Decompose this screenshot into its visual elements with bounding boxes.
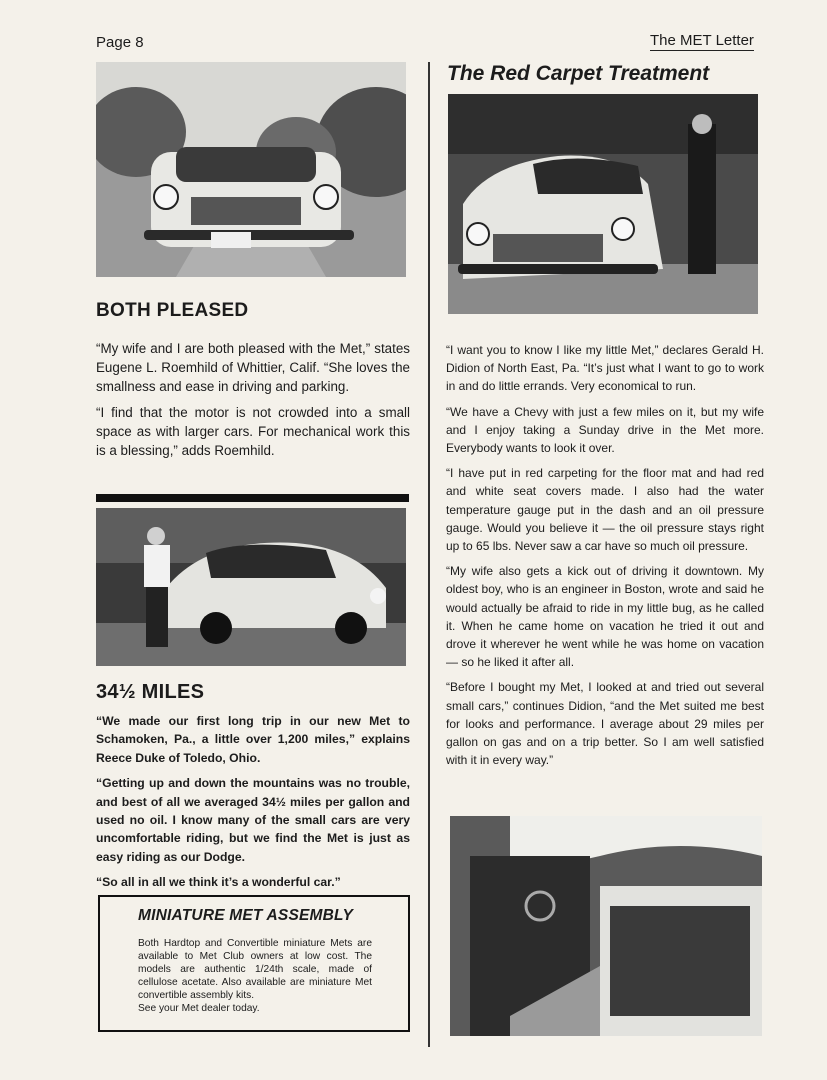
box-text: Both Hardtop and Convertible miniature Mets are available to Met Club owners at low cost. The models are authentic 1/24th scale, made of cellulose acetate. Also available are miniature Met convertible assembly kits. [138,938,372,1001]
photo-met-front-road [96,62,406,277]
paragraph: “My wife also gets a kick out of driving it downtown. My oldest boy, who is an engineer in Boston, wrote and said he would actually be afraid to ride in my little bug, as he called it. When he came home on vacation he tried it out and drove it wherever he went while he was home on vacation — so he liked it after all. [446,564,764,670]
paragraph: “Before I bought my Met, I looked at and tried out several small cars,” continues Didion, “and the Met suited me best for looks and performance. I average about 29 miles per gallon on gas and on a trip better. So I am well satisfied with it in every way.” [446,680,764,768]
page-number: Page 8 [96,34,144,51]
story-34-miles-body [96,712,410,899]
story-both-pleased-title: BOTH PLEASED [96,300,249,321]
photo-man-with-met [96,508,406,666]
photo-met-interior-door [450,816,762,1036]
story-red-carpet-body [446,341,764,776]
paragraph: “I want you to know I like my little Met,” declares Gerald H. Didion of North East, Pa. “It’s just what I want to go to work in and do little errands. Very economical to run. [446,343,764,394]
paragraph: “I have put in red carpeting for the floor mat and had red and white seat covers made. I also had the water temperature gauge put in the dash and an oil pressure gauge. Would you believe it — the oil pressure stays right up to 65 lbs. Never saw a car have so much oil pressure. [446,466,764,554]
miniature-met-assembly-box [98,895,410,1032]
paragraph: “I find that the motor is not crowded into a small space as with larger cars. For mechanical work this is a blessing,” adds Roemhild. [96,405,410,458]
section-divider-bar [96,494,409,502]
story-34-miles-title: 34½ MILES [96,681,205,703]
story-red-carpet-title: The Red Carpet Treatment [447,62,710,85]
photo-met-with-person [448,94,758,314]
paragraph: “We have a Chevy with just a few miles on it, but my wife and I enjoy taking a Sunday drive in the Met more. Everybody wants to look it over. [446,404,764,456]
story-both-pleased-body [96,339,410,467]
box-body [138,937,372,1015]
column-divider [428,62,430,1047]
box-footer: See your Met dealer today. [138,1003,260,1014]
paragraph: “Getting up and down the mountains was no trouble, and best of all we averaged 34½ miles per gallon and used no oil. I know many of the small cars are very uncomfortable riding, but we find the Met is just as easy riding as our Dodge. [96,776,410,864]
paragraph: “So all in all we think it’s a wonderful car.” [96,875,341,890]
publication-title: The MET Letter [650,32,754,49]
paragraph: “We made our first long trip in our new Met to Schamoken, Pa., a little over 1,200 miles,” explains Reece Duke of Toledo, Ohio. [96,714,410,765]
box-title: MINIATURE MET ASSEMBLY [138,907,354,924]
paragraph: “My wife and I are both pleased with the Met,” states Eugene L. Roemhild of Whittier, Calif. “She loves the smallness and ease in driving and parking. [96,341,410,394]
